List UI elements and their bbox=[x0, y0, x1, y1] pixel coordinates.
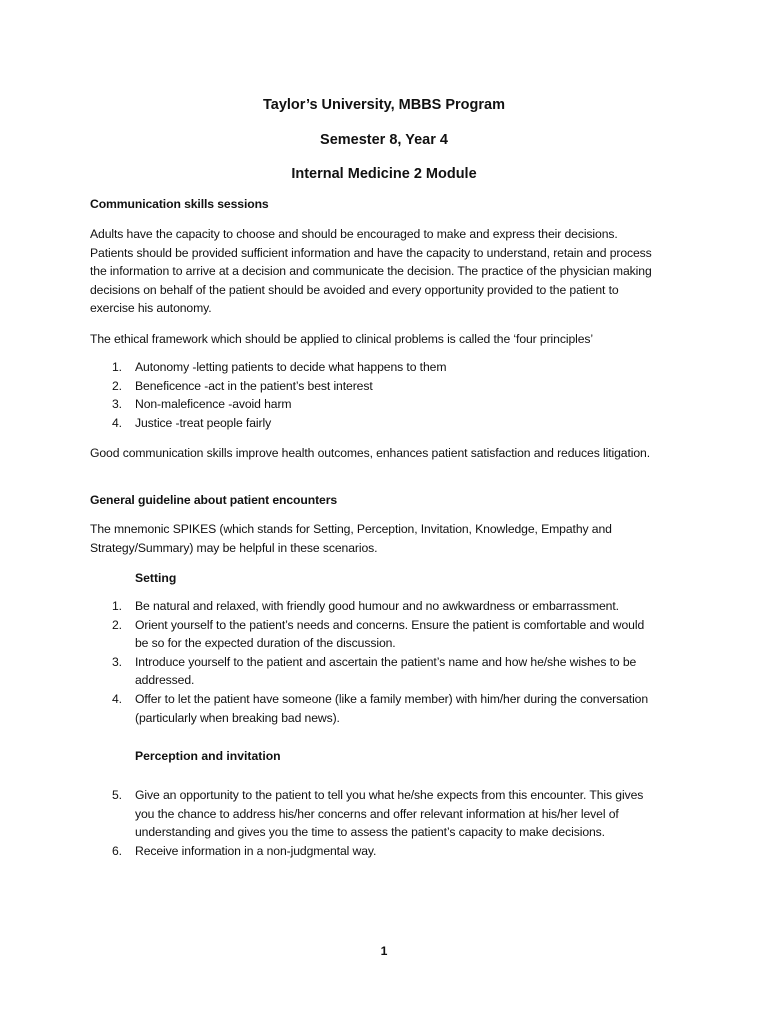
list-number: 5. bbox=[112, 788, 122, 802]
list-item bbox=[90, 377, 660, 396]
principles-list bbox=[90, 358, 660, 432]
list-number: 2. bbox=[112, 617, 122, 632]
list-item-text: Autonomy -letting patients to decide what happens to them bbox=[135, 360, 447, 374]
document-subtitle-module: Internal Medicine 2 Module bbox=[291, 166, 477, 182]
list-item-text: Orient yourself to the patient’s needs and concerns. Ensure the patient is comfortable and would be so for the expected duration of the discussion. bbox=[135, 617, 645, 651]
list-number: 6. bbox=[112, 843, 122, 858]
section-heading-communication: Communication skills sessions bbox=[90, 197, 269, 211]
section-heading-guideline: General guideline about patient encounters bbox=[90, 493, 338, 507]
list-item bbox=[90, 597, 660, 616]
list-item-text: Be natural and relaxed, with friendly good humour and no awkwardness or embarrassment. bbox=[135, 599, 619, 613]
list-item-text: Receive information in a non-judgmental way. bbox=[135, 843, 377, 858]
paragraph-spikes: The mnemonic SPIKES (which stands for Setting, Perception, Invitation, Knowledge, Empathy and Strategy/Summary) may be helpful in these scenarios. bbox=[90, 522, 612, 555]
list-item-text: Beneficence -act in the patient’s best interest bbox=[135, 378, 373, 393]
list-item bbox=[90, 616, 660, 653]
document-title: Taylor’s University, MBBS Program bbox=[262, 97, 505, 113]
document-subtitle-semester: Semester 8, Year 4 bbox=[320, 132, 448, 148]
subheading-perception: Perception and invitation bbox=[135, 749, 281, 763]
list-item-text: Justice -treat people fairly bbox=[135, 415, 272, 430]
list-number: 3. bbox=[112, 654, 122, 669]
list-number: 4. bbox=[112, 415, 122, 430]
paragraph-autonomy: Adults have the capacity to choose and should be encouraged to make and express their decisions. Patients should be provided sufficient information and have the capacity to understand, retain and process the information to arrive at a decision and communicate the decision. The practice of the physician making decisions on behalf of the patient should be avoided and every opportunity provided to the patient to exercise his autonomy. bbox=[90, 227, 652, 316]
paragraph-ethical-framework: The ethical framework which should be applied to clinical problems is called the ‘four principles’ bbox=[90, 332, 594, 346]
list-item bbox=[90, 358, 660, 377]
list-item-text: Give an opportunity to the patient to tell you what he/she expects from this encounter. This gives you the chance to address his/her concerns and offer relevant information at his/her level of understanding and gives you the time to assess the patient’s capacity to make decisions. bbox=[135, 788, 644, 840]
list-item bbox=[90, 653, 660, 690]
list-number: 1. bbox=[112, 360, 122, 374]
paragraph-good-communication: Good communication skills improve health outcomes, enhances patient satisfaction and reduces litigation. bbox=[90, 446, 651, 460]
list-number: 4. bbox=[112, 691, 122, 706]
list-item-text: Non-maleficence -avoid harm bbox=[135, 397, 292, 412]
list-number: 1. bbox=[112, 599, 122, 613]
list-item bbox=[90, 786, 660, 842]
list-number: 2. bbox=[112, 378, 122, 393]
list-item-text: Offer to let the patient have someone (like a family member) with him/her during the conversation (particularly when breaking bad news). bbox=[135, 691, 649, 725]
subheading-setting: Setting bbox=[135, 571, 177, 585]
list-item bbox=[90, 690, 660, 727]
list-number: 3. bbox=[112, 397, 122, 412]
list-item bbox=[90, 842, 660, 861]
perception-list bbox=[90, 786, 660, 860]
page-number: 1 bbox=[380, 944, 388, 958]
list-item bbox=[90, 395, 660, 414]
list-item bbox=[90, 414, 660, 433]
list-item-text: Introduce yourself to the patient and ascertain the patient’s name and how he/she wishes to be addressed. bbox=[135, 654, 637, 688]
setting-list bbox=[90, 597, 660, 727]
